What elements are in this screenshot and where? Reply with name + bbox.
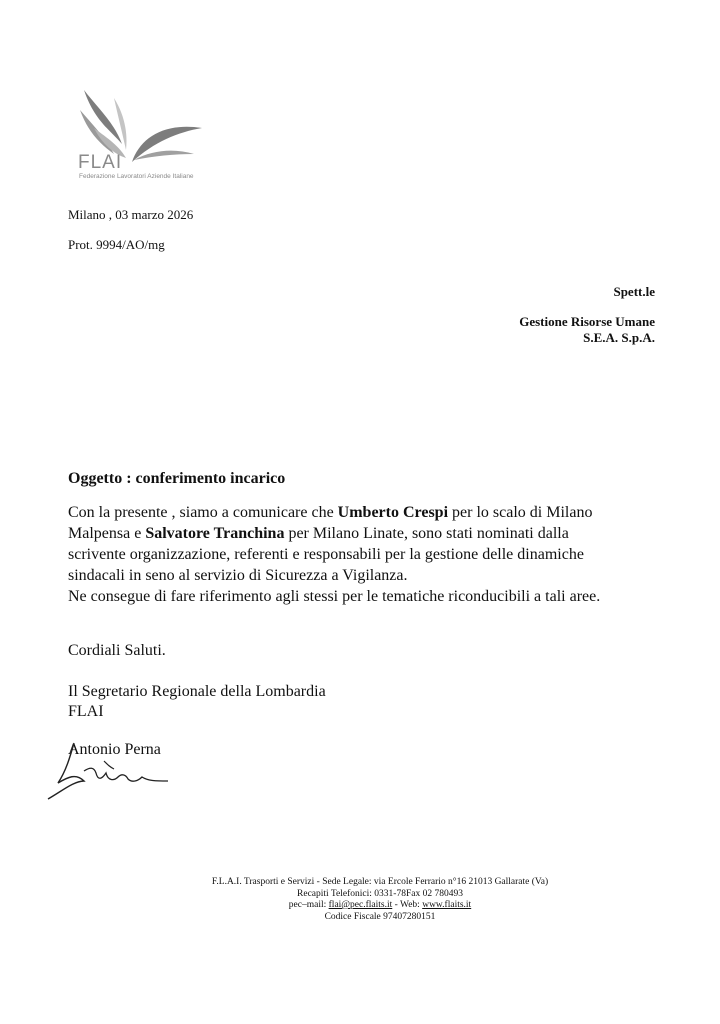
closing: Cordiali Saluti. (68, 642, 166, 659)
web-link[interactable]: www.flaits.it (422, 900, 472, 910)
pec-link[interactable]: flai@pec.flaits.it (328, 900, 393, 910)
body-line-5: Ne consegue di fare riferimento agli stessi per le tematiche riconducibili a tali aree. (68, 588, 601, 605)
body-line-2 (68, 523, 668, 544)
logo-subtitle: Federazione Lavoratori Aziende Italiane (79, 173, 194, 180)
recipient-company: S.E.A. S.p.A. (583, 330, 655, 345)
body-text: per Milano Linate, sono stati nominati dalla (284, 525, 569, 542)
appointee-name-1: Umberto Crespi (337, 504, 449, 521)
subject-line: Oggetto : conferimento incarico (68, 470, 286, 487)
recipient-department: Gestione Risorse Umane (519, 314, 655, 329)
place-date: Milano , 03 marzo 2026 (68, 207, 194, 222)
body-text: per lo scalo di Milano (448, 504, 593, 521)
signature-icon (44, 737, 184, 807)
body-text: Malpensa e (68, 525, 146, 542)
body-line-1 (68, 502, 668, 523)
body-line-4: sindacali in seno al servizio di Sicurezza a Vigilanza. (68, 567, 408, 584)
letter-footer (100, 877, 660, 923)
protocol-number: Prot. 9994/AO/mg (68, 237, 165, 252)
recipient-salutation: Spett.le (613, 284, 655, 299)
signatory-org: FLAI (68, 703, 104, 720)
footer-tax-code: Codice Fiscale 97407280151 (324, 911, 436, 922)
body-text: Con la presente , siamo a comunicare che (68, 504, 338, 521)
logo-name: FLAI (78, 152, 123, 173)
footer-phone: Recapiti Telefonici: 0331-78Fax 02 780493 (297, 888, 463, 899)
appointee-name-2: Salvatore Tranchina (145, 525, 285, 542)
footer-contacts (100, 900, 660, 912)
pec-label: pec–mail: (288, 900, 329, 910)
web-label: - Web: (392, 900, 423, 910)
signatory-name: Antonio Perna (68, 741, 161, 758)
letter-body (68, 502, 668, 607)
body-line-3: scrivente organizzazione, referenti e responsabili per la gestione delle dinamiche (68, 546, 584, 563)
signatory-role: Il Segretario Regionale della Lombardia (68, 683, 326, 700)
footer-address: F.L.A.I. Trasporti e Servizi - Sede Legale: via Ercole Ferrario n°16 21013 Gallarate (Va) (211, 877, 549, 887)
